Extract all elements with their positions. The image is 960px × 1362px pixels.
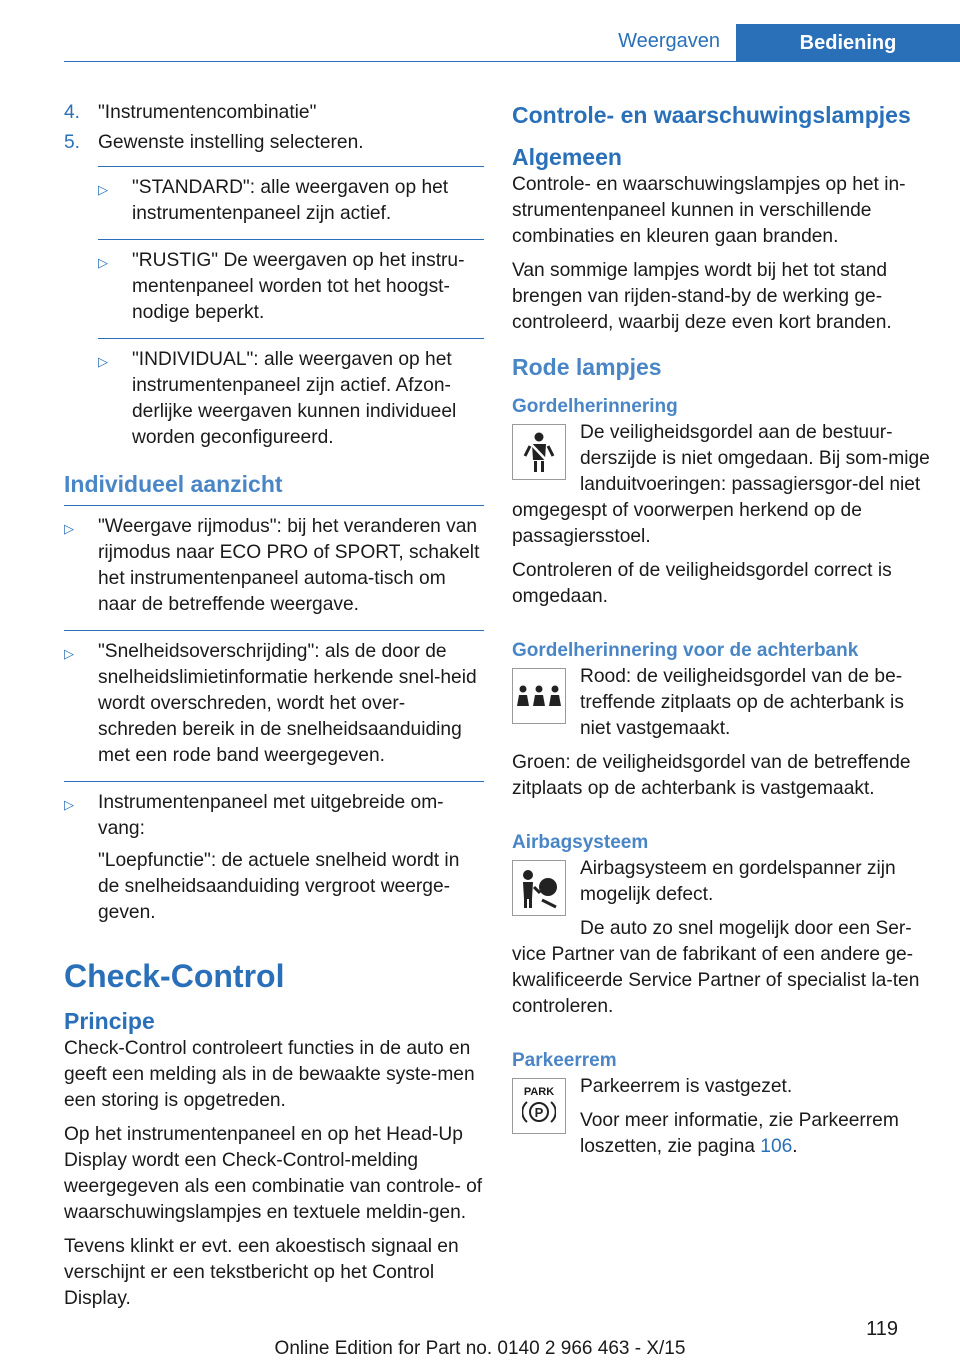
page-header — [64, 24, 960, 62]
principe-heading: Principe — [64, 1008, 155, 1034]
achterbank-block — [512, 664, 932, 750]
item-text: "Snelheidsoverschrijding": als de door de snelheidslimietinformatie herkende snel-heid wordt overschreden, wordt het over-schreden bereik in de snelheidsaanduiding met een rode band weergegeven. — [98, 641, 477, 766]
airbag-text2: De auto zo snel mogelijk door een Ser-vice Partner van de fabrikant of een andere ge-kwalificeerde Service Partner of specialist la-ten controleren. — [512, 918, 920, 1017]
paragraph: Controle- en waarschuwingslampjes op het in-strumentenpaneel kunnen in verschillende combinaties en kleuren gaan branden. — [512, 174, 906, 247]
triangle-bullet-icon: ▷ — [98, 255, 108, 270]
step-number: 4. — [64, 102, 81, 123]
paragraph: Op het instrumentenpaneel en op het Head-Up Display wordt een Check-Control-melding weergegeven als een combinatie van controle- of waarschuwingslampjes en textuele meldin-gen. — [64, 1124, 483, 1223]
loep-text: "Loepfunctie": de actuele snelheid wordt in de snelheidsaanduiding vergroot weerge-geven. — [98, 850, 460, 923]
paragraph: Van sommige lampjes wordt bij het tot stand brengen van rijden-stand-by de werking ge-controleerd, waarbij deze even kort branden. — [512, 260, 892, 333]
gordel-text: De veiligheidsgordel aan de bestuur-derszijde is niet omgedaan. Bij som-mige landuitvoeringen: passagiersgor-del niet omgegespt of voorwerpen herkend op de passagiersstoel. — [512, 422, 930, 547]
gordel-text2: Controleren of de veiligheidsgordel correct is omgedaan. — [512, 560, 892, 607]
paragraph: Tevens klinkt er evt. een akoestisch signaal en verschijnt er een tekstbericht op het Control Display. — [64, 1236, 459, 1309]
paragraph: Check-Control controleert functies in de auto en geeft een melding als in de bewaakte syste-men een storing is opgetreden. — [64, 1038, 475, 1111]
check-control-title: Check-Control — [64, 958, 285, 994]
right-column — [512, 100, 932, 1168]
list-item — [98, 347, 484, 451]
triangle-bullet-icon: ▷ — [64, 646, 74, 661]
step-item — [64, 130, 484, 156]
mode-text: "INDIVIDUAL": alle weergaven op het instrumentenpaneel zijn actief. Afzon-derlijke weergaven kunnen individueel worden geconfigureerd. — [132, 349, 457, 448]
item-text: Instrumentenpaneel met uitgebreide om-vang: — [98, 792, 444, 839]
parking-brake-icon: PARK P — [512, 1078, 566, 1134]
footer: Online Edition for Part no. 0140 2 966 463 - X/15 — [274, 1338, 686, 1359]
page-number: 119 — [866, 1318, 898, 1340]
park-text2: Voor meer informatie, zie Parkeerrem loszetten, zie pagina 106. — [580, 1110, 899, 1157]
page-link[interactable]: 106 — [760, 1136, 793, 1157]
step-text: Gewenste instelling selecteren. — [98, 132, 364, 153]
triangle-bullet-icon: ▷ — [98, 182, 108, 197]
header-chapter: Bediening — [736, 24, 960, 62]
list-item — [64, 639, 484, 769]
park-block — [512, 1074, 932, 1168]
triangle-bullet-icon: ▷ — [64, 797, 74, 812]
list-item — [64, 514, 484, 618]
algemeen-heading: Algemeen — [512, 144, 622, 170]
list-item — [64, 790, 484, 842]
airbag-icon — [512, 860, 566, 916]
mode-text: "RUSTIG" De weergaven op het instru-mentenpaneel worden tot het hoogst-nodige beperkt. — [132, 250, 465, 323]
triangle-bullet-icon: ▷ — [64, 521, 74, 536]
park-heading: Parkeerrem — [512, 1050, 617, 1071]
individueel-heading: Individueel aanzicht — [64, 471, 283, 497]
seatbelt-icon — [512, 424, 566, 480]
list-item — [98, 248, 484, 326]
svg-text:P: P — [534, 1105, 544, 1120]
achterbank-heading: Gordelherinnering voor de achterbank — [512, 640, 859, 661]
gordel-block — [512, 420, 932, 558]
list-item — [98, 175, 484, 227]
gordel-heading: Gordelherinnering — [512, 396, 678, 417]
item-text: "Weergave rijmodus": bij het veranderen van rijmodus naar ECO PRO of SPORT, schakelt het instrumentenpaneel automa-tisch om naar de betreffende weergave. — [98, 516, 480, 615]
step-item — [64, 100, 484, 126]
mode-list — [98, 166, 484, 451]
airbag-text: Airbagsysteem en gordelspanner zijn mogelijk defect. — [580, 858, 896, 905]
step-number: 5. — [64, 132, 81, 153]
airbag-block — [512, 856, 932, 1020]
airbag-heading: Airbagsysteem — [512, 832, 649, 853]
park-text: Parkeerrem is vastgezet. — [580, 1076, 793, 1097]
header-section: Weergaven — [618, 30, 720, 52]
step-text: "Instrumentencombinatie" — [98, 102, 317, 123]
section-title: Controle- en waarschuwingslampjes — [512, 102, 911, 128]
mode-text: "STANDARD": alle weergaven op het instrumentenpaneel zijn actief. — [132, 177, 449, 224]
achterbank-text: Rood: de veiligheidsgordel van de be-treffende zitplaats op de achterbank is niet vastgemaakt. — [580, 666, 904, 739]
rode-lampjes-heading: Rode lampjes — [512, 354, 662, 380]
left-column — [64, 100, 484, 1320]
triangle-bullet-icon: ▷ — [98, 354, 108, 369]
rear-seatbelt-icon — [512, 668, 566, 724]
achterbank-text2: Groen: de veiligheidsgordel van de betreffende zitplaats op de achterbank is vastgemaakt. — [512, 752, 911, 799]
